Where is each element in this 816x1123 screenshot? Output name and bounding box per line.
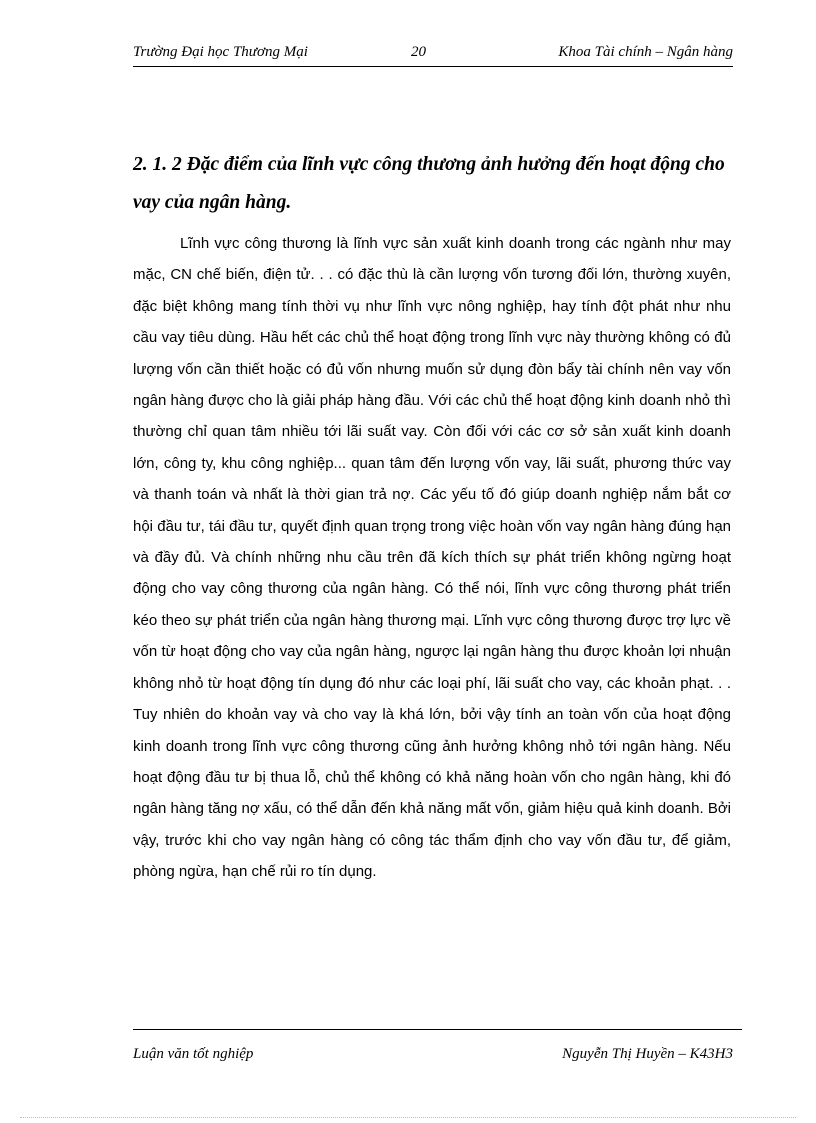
body-paragraph: Lĩnh vực công thương là lĩnh vực sản xuất kinh doanh trong các ngành như may mặc, CN chế biến, điện tử. . . có đặc thù là cần lượng vốn tương đối lớn, thường xuyên, đặc biệt không mang tính thời vụ như lĩnh vực nông nghiệp, hay tính đột phát như nhu cầu vay tiêu dùng. Hầu hết các chủ thể hoạt động trong lĩnh vực này thường không có đủ lượng vốn cần thiết hoặc có đủ vốn nhưng muốn sử dụng đòn bẩy tài chính nên vay vốn ngân hàng được cho là giải pháp hàng đầu. Với các chủ thể hoạt động kinh doanh nhỏ thì thường chỉ quan tâm nhiều tới lãi suất vay. Còn đối với các cơ sở sản xuất kinh doanh lớn, công ty, khu công nghiệp... quan tâm đến lượng vốn vay, lãi suất, phương thức vay và thanh toán và nhất là thời gian trả nợ. Các yếu tố đó giúp doanh nghiệp nắm bắt cơ hội đầu tư, tái đầu tư, quyết định quan trọng trong việc hoàn vốn vay ngân hàng đúng hạn và đầy đủ. Và chính những nhu cầu trên đã kích thích sự phát triển không ngừng hoạt động cho vay công thương của ngân hàng. Có thể nói, lĩnh vực công thương phát triển kéo theo sự phát triển của ngân hàng thương mại. Lĩnh vực công thương được trợ lực về vốn từ hoạt động cho vay của ngân hàng, ngược lại ngân hàng thu được khoản lợi nhuận không nhỏ từ hoạt động tín dụng đó như các loại phí, lãi suất cho vay, các khoản phạt. . . Tuy nhiên do khoản vay và cho vay là khá lớn, bởi vậy tính an toàn vốn của hoạt động kinh doanh trong lĩnh vực công thương cũng ảnh hưởng không nhỏ tới ngân hàng. Nếu hoạt động đầu tư bị thua lỗ, chủ thể không có khả năng hoàn vốn cho ngân hàng, khi đó ngân hàng tăng nợ xấu, có thể dẫn đến khả năng mất vốn, giảm hiệu quả kinh doanh. Bởi vậy, trước khi cho vay ngân hàng có công tác thẩm định cho vay vốn đầu tư, để giảm, phòng ngừa, hạn chế rủi ro tín dụng. — [133, 235, 731, 881]
section-heading: 2. 1. 2 Đặc điểm của lĩnh vực công thương ảnh hưởng đến hoạt động cho vay của ngân hàng. — [133, 154, 725, 213]
footer-document-type: Luận văn tốt nghiệp — [133, 1046, 254, 1062]
header-school: Trường Đại học Thương Mại — [133, 44, 308, 60]
footer-author: Nguyễn Thị Huyền – K43H3 — [562, 1046, 733, 1062]
page-edge-divider — [20, 1117, 796, 1118]
page-header — [133, 40, 733, 67]
footer-divider — [133, 1029, 742, 1030]
header-faculty: Khoa Tài chính – Ngân hàng — [558, 44, 733, 60]
page-number: 20 — [411, 44, 426, 60]
